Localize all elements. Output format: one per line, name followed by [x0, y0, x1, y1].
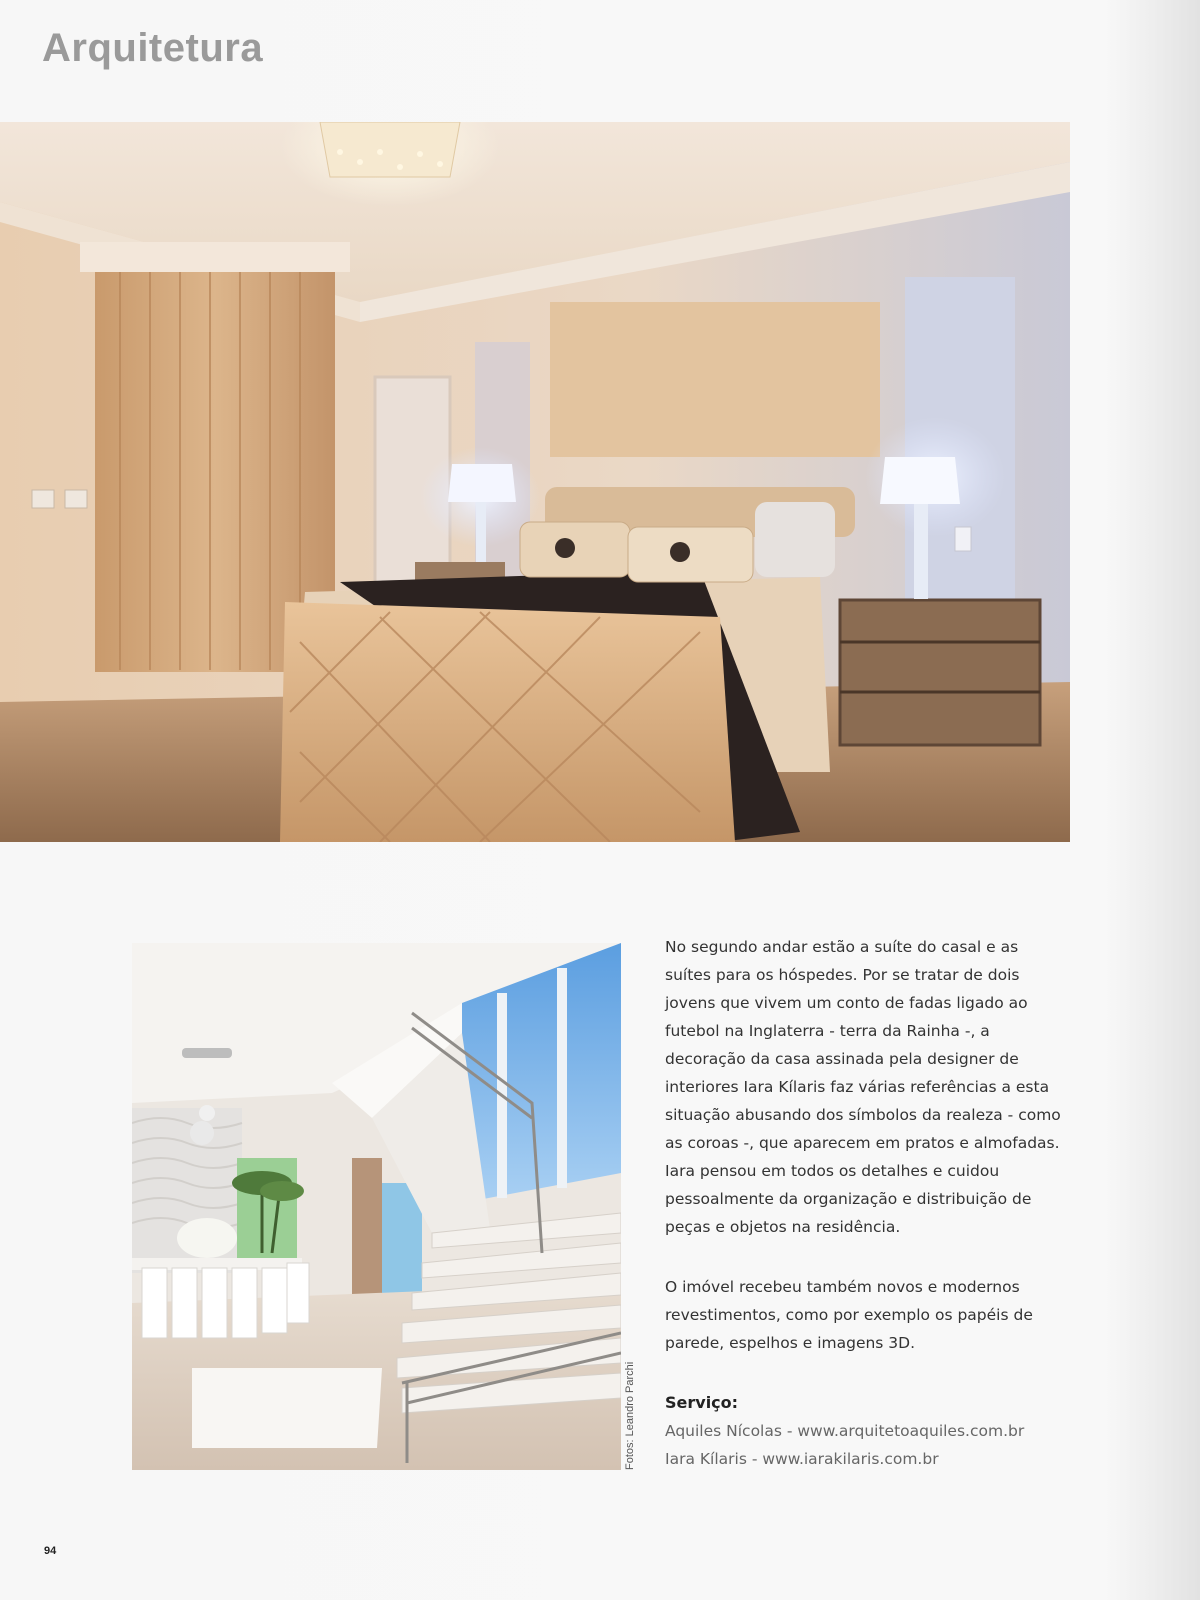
- bedroom-photo: [0, 122, 1070, 842]
- photo-credit: Fotos: Leandro Parchi: [624, 1361, 636, 1470]
- service-credit-designer: Iara Kílaris - www.iarakilaris.com.br: [665, 1450, 939, 1468]
- service-credit-architect: Aquiles Nícolas - www.arquitetoaquiles.com.br: [665, 1422, 1025, 1440]
- service-heading: Serviço:: [665, 1393, 739, 1412]
- article-paragraph: O imóvel recebeu também novos e modernos revestimentos, como por exemplo os papéis de parede, espelhos e imagens 3D.: [665, 1278, 1033, 1352]
- article-paragraph: No segundo andar estão a suíte do casal e as suítes para os hóspedes. Por se tratar de dois jovens que vivem um conto de fadas ligado ao futebol na Inglaterra - terra da Rainha -, a decoração da casa assinada pela designer de interiores Iara Kílaris faz várias referências a esta situação abusando dos símbolos da realeza - como as coroas -, que aparecem em pratos e almofadas. Iara pensou em todos os detalhes e cuidou pessoalmente da organização e distribuição de peças e objetos na residência.: [665, 938, 1061, 1236]
- page-number: 94: [44, 1545, 57, 1557]
- section-title: Arquitetura: [42, 26, 264, 70]
- service-block: [665, 1389, 1065, 1473]
- staircase-photo: [132, 943, 621, 1470]
- article-body: [665, 933, 1065, 1473]
